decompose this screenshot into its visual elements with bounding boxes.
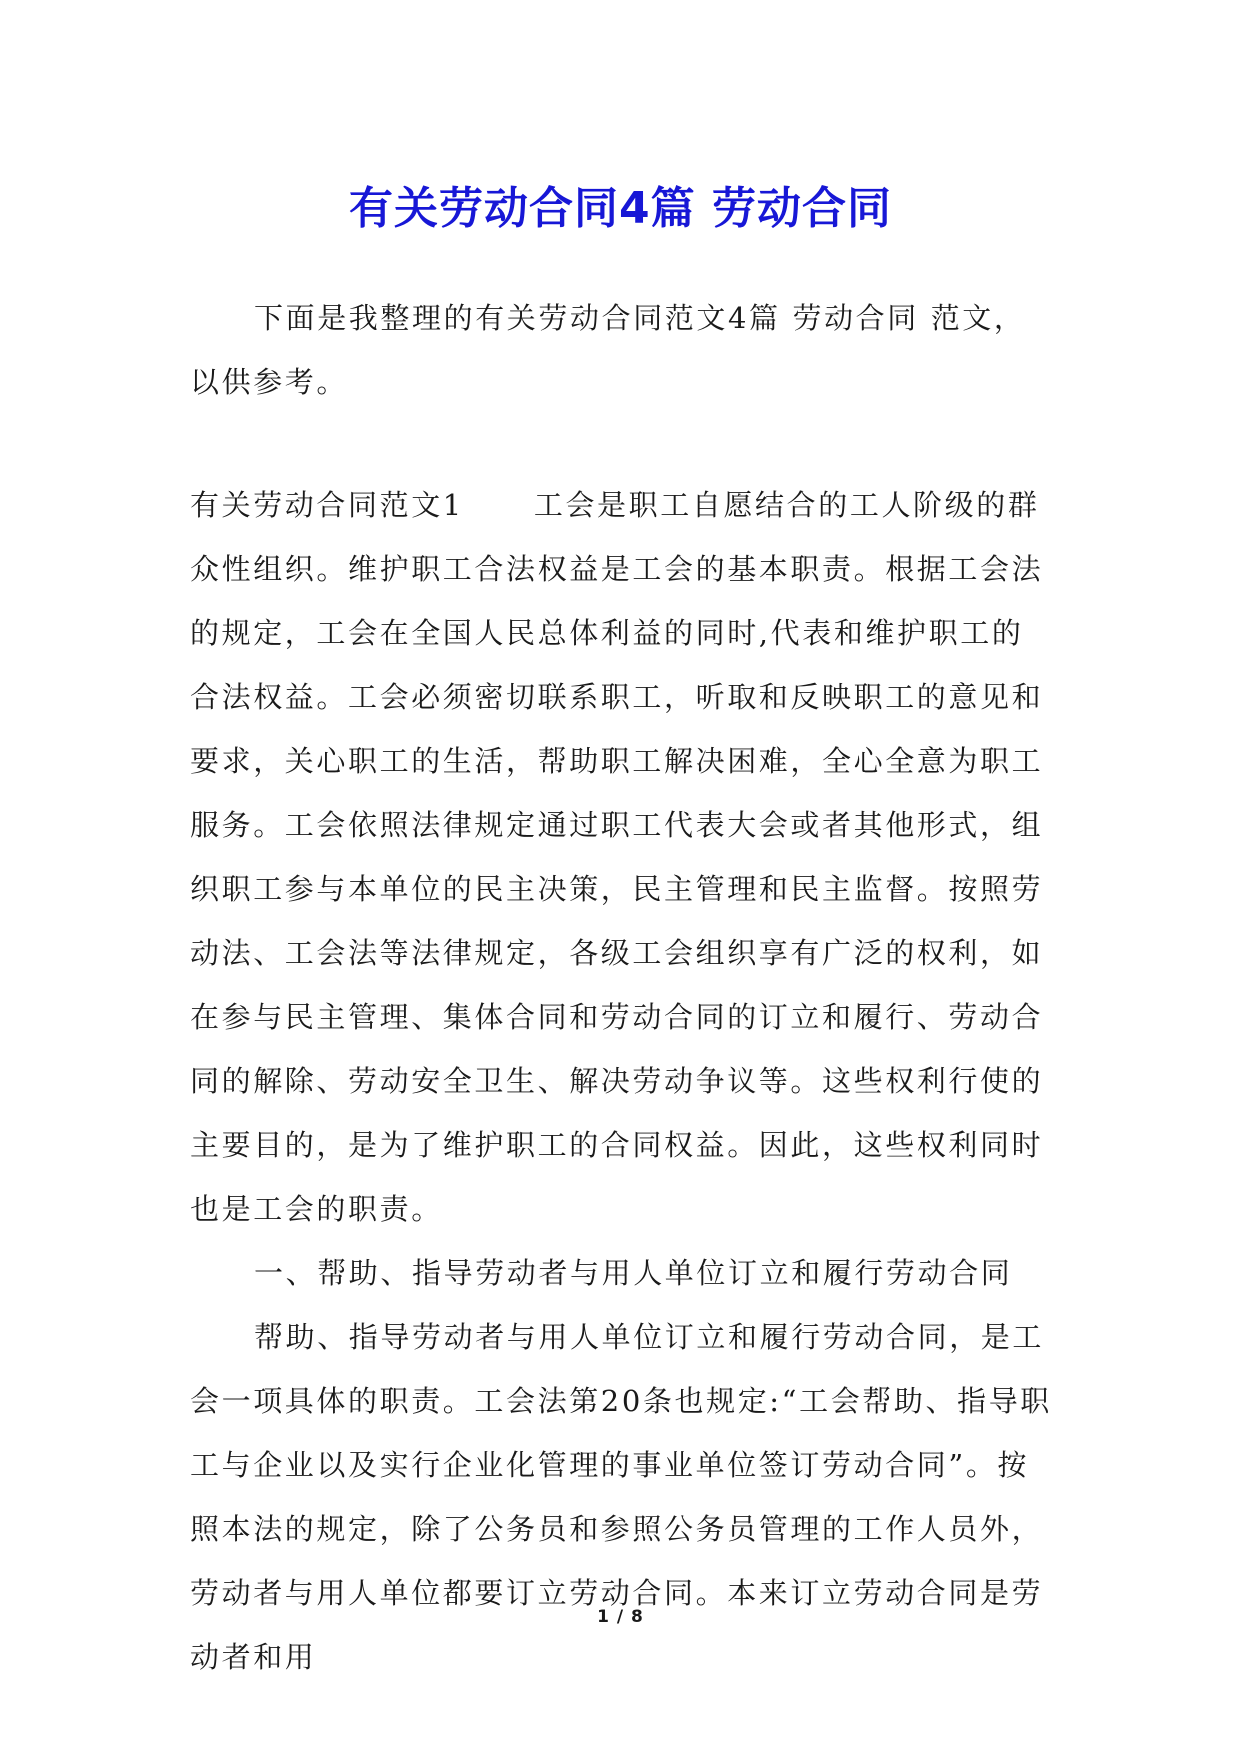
section-heading: 有关劳动合同范文1 — [190, 488, 464, 522]
intro-paragraph: 下面是我整理的有关劳动合同范文4篇 劳动合同 范文，以供参考。 — [190, 301, 1026, 399]
section-1-paragraph-1: 工会是职工自愿结合的工人阶级的群众性组织。维护职工合法权益是工会的基本职责。根据工会法的规定，工会在全国人民总体利益的同时,代表和维护职工的合法权益。工会必须密切联系职工，听取和反映职工的意见和要求，关心职工的生活，帮助职工解决困难，全心全意为职工服务。工会依照法律规定通过职工代表大会或者其他形式，组织职工参与本单位的民主决策，民主管理和民主监督。按照劳动法、工会法等法律规定，各级工会组织享有广泛的权利，如在参与民主管理、集体合同和劳动合同的订立和履行、劳动合同的解除、劳动安全卫生、解决劳动争议等。这些权利行使的主要目的，是为了维护职工的合同权益。因此，这些权利同时也是工会的职责。 — [190, 488, 1044, 1226]
page-number: 1 / 8 — [597, 1607, 644, 1627]
intro-block — [190, 286, 1052, 414]
document-title: 有关劳动合同4篇 劳动合同 — [349, 183, 892, 235]
subheading-1: 一、帮助、指导劳动者与用人单位订立和履行劳动合同 — [254, 1256, 1013, 1290]
section-1 — [190, 473, 1052, 1689]
section-1-paragraph-2: 帮助、指导劳动者与用人单位订立和履行劳动合同，是工会一项具体的职责。工会法第20条也规定:“工会帮助、指导职工与企业以及实行企业化管理的事业单位签订劳动合同”。按照本法的规定，除了公务员和参照公务员管理的工作人员外，劳动者与用人单位都要订立劳动合同。本来订立劳动合同是劳动者和用 — [190, 1320, 1052, 1674]
section-1-first-paragraph — [190, 473, 1052, 1241]
